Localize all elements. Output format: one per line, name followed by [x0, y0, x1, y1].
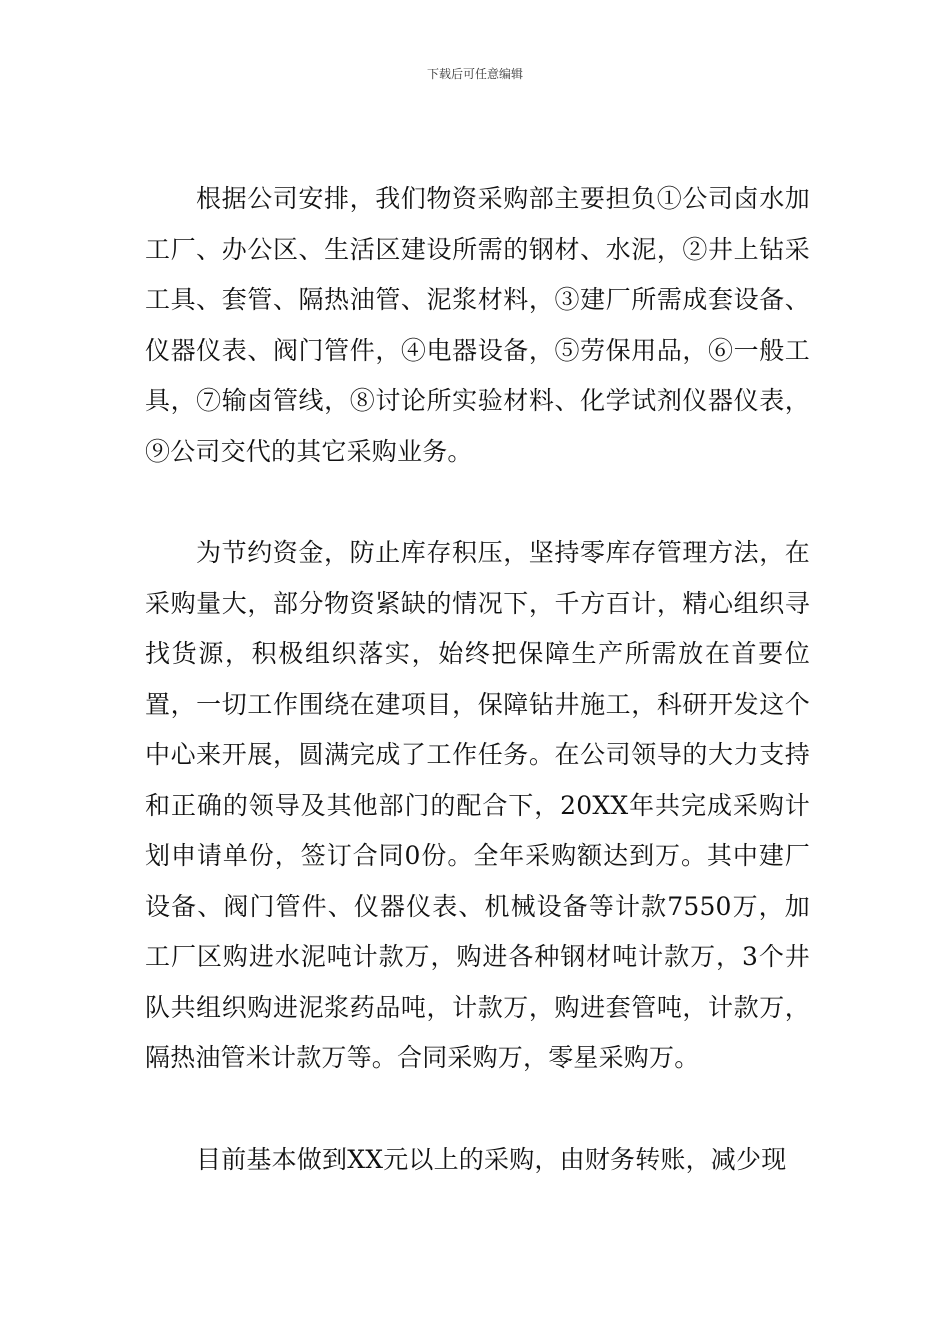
page-header: 下载后可任意编辑 — [426, 67, 523, 81]
paragraph-payment-method: 目前基本做到XX元以上的采购，由财务转账，减少现 — [196, 1144, 787, 1174]
document-body — [145, 174, 810, 1185]
paragraph-procurement-summary: 为节约资金，防止库存积压，坚持零库存管理方法，在采购量大，部分物资紧缺的情况下，千方百计，精心组织寻找货源，积极组织落实，始终把保障生产所需放在首要位置，一切工作围绕在建项目，保障钻井施工，科研开发这个中心来开展，圆满完成了工作任务。在公司领导的大力支持和正确的领导及其他部门的配合下，20XX年共完成采购计划申请单份，签订合同0份。全年采购额达到万。其中建厂设备、阀门管件、仪器仪表、机械设备等计款7550万，加工厂区购进水泥吨计款万，购进各种钢材吨计款万，3个井队共组织购进泥浆药品吨，计款万，购进套管吨，计款万，隔热油管米计款万等。合同采购万，零星采购万。 — [145, 538, 810, 1072]
paragraph-responsibilities: 根据公司安排，我们物资采购部主要担负①公司卤水加工厂、办公区、生活区建设所需的钢材、水泥，②井上钻采工具、套管、隔热油管、泥浆材料，③建厂所需成套设备、仪器仪表、阀门管件，④电器设备，⑤劳保用品，⑥一般工具，⑦输卤管线，⑧讨论所实验材料、化学试剂仪器仪表，⑨公司交代的其它采购业务。 — [145, 184, 810, 466]
